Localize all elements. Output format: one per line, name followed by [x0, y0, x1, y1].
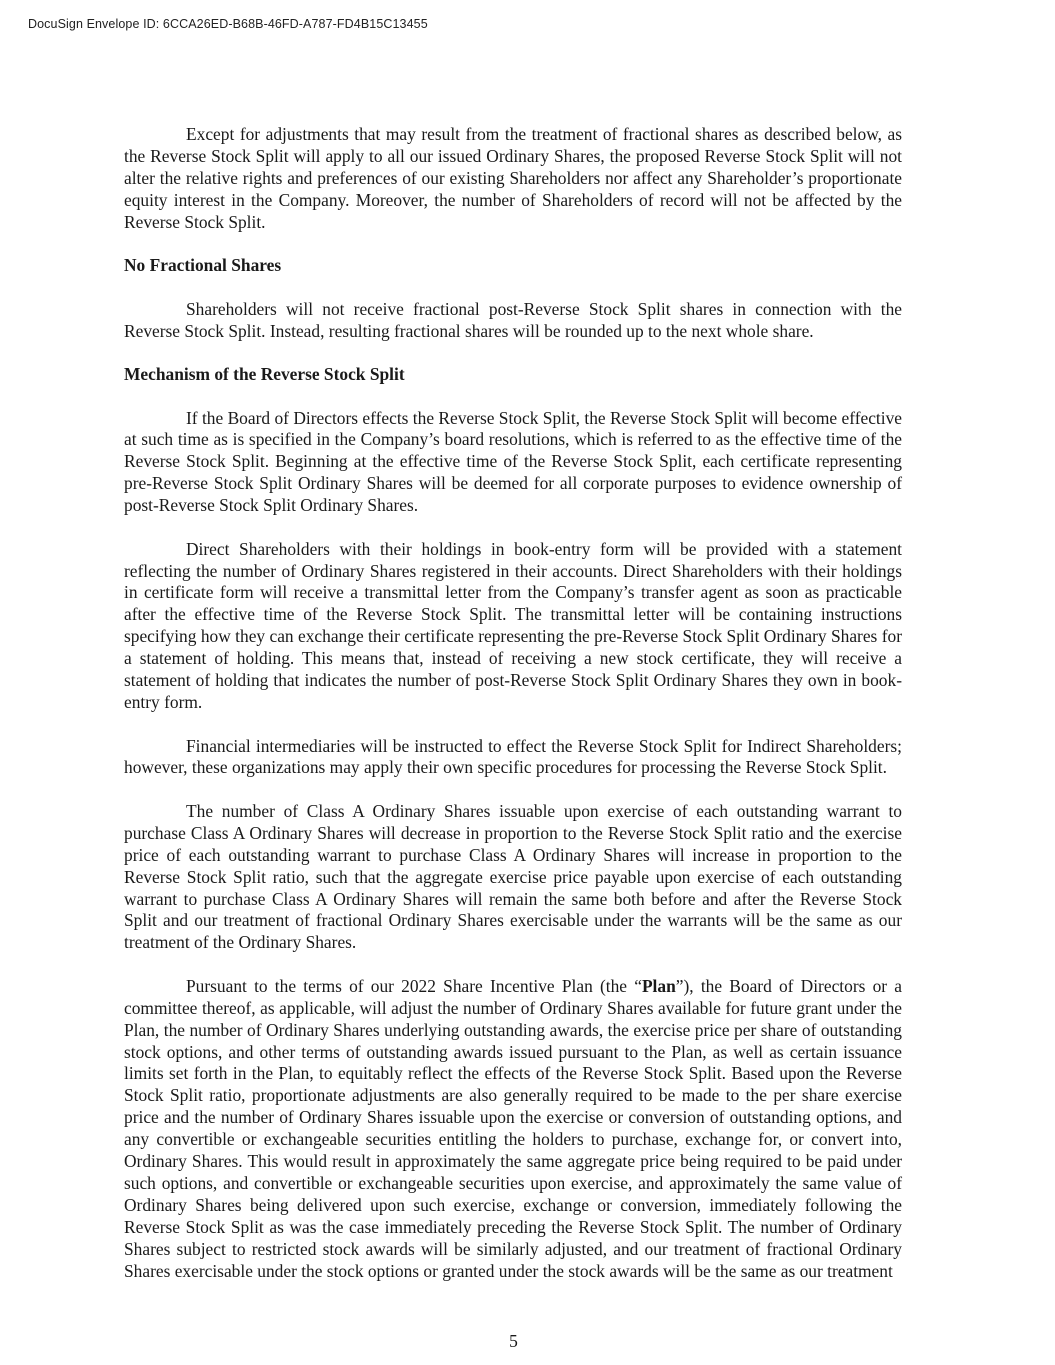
heading-no-fractional-shares: No Fractional Shares — [124, 255, 282, 276]
paragraph-fractional-adjustments: Except for adjustments that may result from the treatment of fractional shares as described below, as the Reverse Stock Split will apply to all our issued Ordinary Shares, the proposed Reverse Stock Split will not alter the relative rights and preferences of our existing Shareholders nor affect any Shareholder’s proportionate equity interest in the Company. Moreover, the number of Shareholders of record will not be affected by the Reverse Stock Split. — [124, 124, 902, 232]
plan-defined-term: Plan — [641, 975, 676, 996]
paragraph-no-fractional-shares: Shareholders will not receive fractional post-Reverse Stock Split shares in connection with the Reverse Stock Split. Instead, resulting fractional shares will be rounded up to the next whole share. — [124, 298, 902, 341]
page-number: 5 — [509, 1331, 518, 1351]
plan-text-after: ”), the Board of Directors or a committee thereof, as applicable, will adjust the number of Ordinary Shares available for future grant under the Plan, the number of Ordinary Shares underlying outstanding awards, the exercise price per share of outstanding stock options, and other terms of outstanding awards issued pursuant to the Plan, as well as certain issuance limits set forth in the Plan, to equitably reflect the effects of the Reverse Stock Split. Based upon the Reverse Stock Split ratio, proportionate adjustments are also generally required to be made to the per share exercise price and the number of Ordinary Shares issuable upon the exercise or conversion of outstanding options, and any convertible or exchangeable securities entitling the holders to purchase, exchange for, or convert into, Ordinary Shares. This would result in approximately the same aggregate price being required to be paid under such options, and convertible or exchangeable securities upon exercise, and approximately the same value of Ordinary Shares being delivered upon such exercise, exchange or conversion, immediately following the Reverse Stock Split as was the case immediately preceding the Reverse Stock Split. The number of Ordinary Shares subject to restricted stock awards will be similarly adjusted, and our treatment of fractional Ordinary Shares exercisable under the stock options or granted under the stock awards will be the same as our treatment — [124, 975, 902, 1281]
docusign-envelope-id: DocuSign Envelope ID: 6CCA26ED-B68B-46FD-A787-FD4B15C13455 — [28, 17, 428, 31]
document-body — [124, 124, 902, 1304]
paragraph-warrants: The number of Class A Ordinary Shares issuable upon exercise of each outstanding warrant to purchase Class A Ordinary Shares will decrease in proportion to the Reverse Stock Split ratio and the exercise price of each outstanding warrant to purchase Class A Ordinary Shares will increase in proportion to the Reverse Stock Split ratio, such that the aggregate exercise price payable upon exercise of each outstanding warrant to purchase Class A Ordinary Shares will remain the same both before and after the Reverse Stock Split and our treatment of fractional Ordinary Shares exercisable under the warrants will be the same as our treatment of the Ordinary Shares. — [124, 800, 902, 953]
paragraph-direct-shareholders: Direct Shareholders with their holdings in book-entry form will be provided with a statement reflecting the number of Ordinary Shares registered in their accounts. Direct Shareholders with their holdings in certificate form will receive a transmittal letter from the Company’s transfer agent as soon as practicable after the effective time of the Reverse Stock Split. The transmittal letter will be containing instructions specifying how they can exchange their certificate representing the pre-Reverse Stock Split Ordinary Shares for a statement of holding. This means that, instead of receiving a new stock certificate, they will receive a statement of holding that indicates the number of post-Reverse Stock Split Ordinary Shares they own in book-entry form. — [124, 538, 902, 712]
paragraph-financial-intermediaries: Financial intermediaries will be instructed to effect the Reverse Stock Split for Indirect Shareholders; however, these organizations may apply their own specific procedures for processing the Reverse Stock Split. — [124, 735, 902, 778]
paragraph-share-incentive-plan — [124, 976, 902, 1283]
paragraph-effective-time: If the Board of Directors effects the Reverse Stock Split, the Reverse Stock Split will become effective at such time as is specified in the Company’s board resolutions, which is referred to as the effective time of the Reverse Stock Split. Beginning at the effective time of the Reverse Stock Split, each certificate representing pre-Reverse Stock Split Ordinary Shares will be deemed for all corporate purposes to evidence ownership of post-Reverse Stock Split Ordinary Shares. — [124, 407, 902, 516]
plan-text-before: Pursuant to the terms of our 2022 Share Incentive Plan (the “ — [186, 975, 642, 996]
heading-mechanism: Mechanism of the Reverse Stock Split — [124, 364, 405, 385]
